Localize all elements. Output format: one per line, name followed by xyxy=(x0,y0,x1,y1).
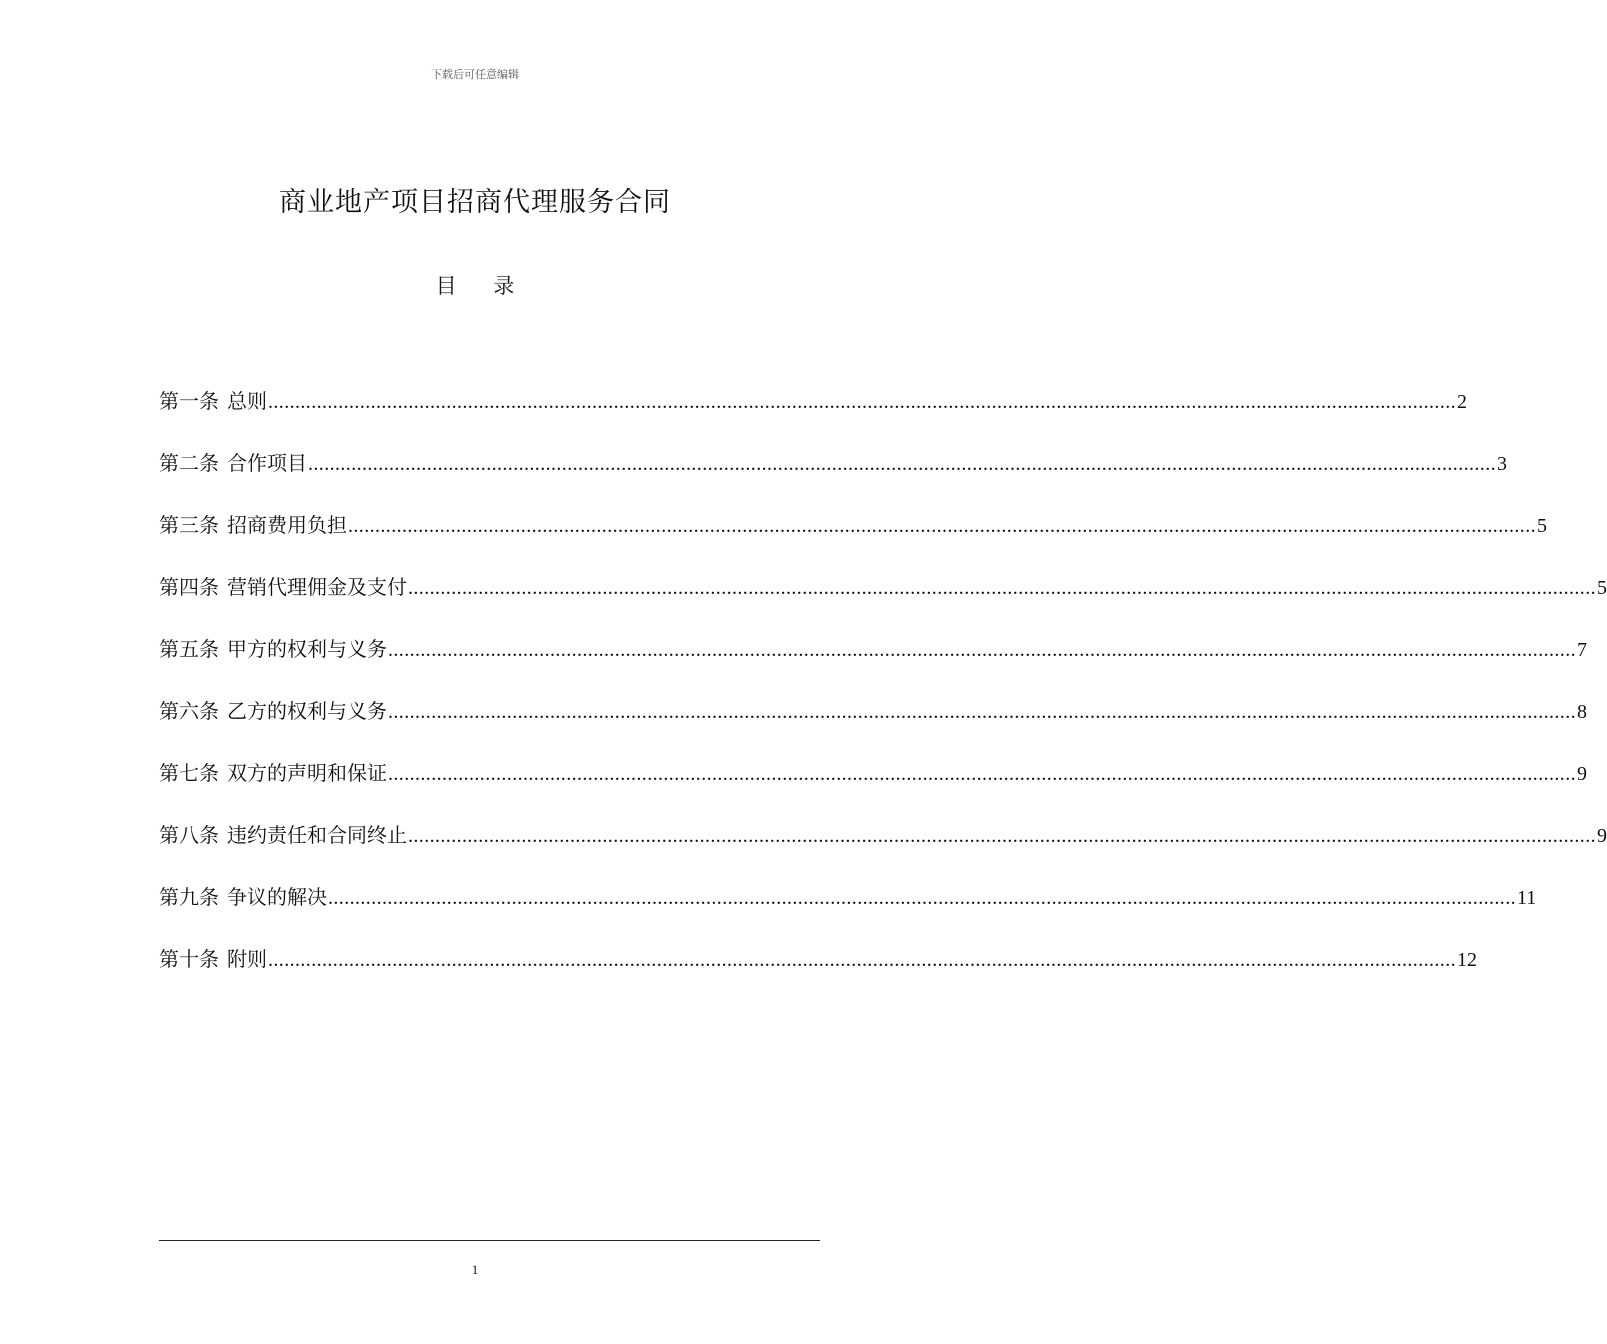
header-note: 下载后可任意编辑 xyxy=(431,68,519,81)
toc-leader-dots: ............................................................................................................................................................................................................................ xyxy=(388,763,1576,785)
toc-entry-title: 附则 xyxy=(227,947,267,971)
toc-leader-dots: ............................................................................................................................................................................................................................ xyxy=(408,825,1596,847)
toc-entry-label xyxy=(159,697,387,725)
toc-entry-page: 8 xyxy=(1577,701,1587,723)
toc-entry-title: 营销代理佣金及支付 xyxy=(227,575,407,599)
toc-entry-label xyxy=(159,387,267,415)
toc-leader-dots: ............................................................................................................................................................................................................................ xyxy=(388,701,1576,723)
toc-entry-title: 争议的解决 xyxy=(227,885,327,909)
toc-entry-title: 乙方的权利与义务 xyxy=(227,699,387,723)
toc-entry-number: 第三条 xyxy=(159,513,219,537)
toc-heading: 目 录 xyxy=(435,274,515,298)
toc-entry-title: 总则 xyxy=(227,389,267,413)
toc-entry-title: 违约责任和合同终止 xyxy=(227,823,407,847)
toc-leader-dots: ............................................................................................................................................................................................................................ xyxy=(408,577,1596,599)
toc-entry-title: 甲方的权利与义务 xyxy=(227,637,387,661)
toc-entry-page: 2 xyxy=(1457,391,1467,413)
toc-entry-label xyxy=(159,449,307,477)
toc-entry-page: 9 xyxy=(1577,763,1587,785)
page-number: 1 xyxy=(471,1262,479,1277)
toc-entry-page: 7 xyxy=(1577,639,1587,661)
toc-leader-dots: ............................................................................................................................................................................................................................ xyxy=(348,515,1536,537)
toc-leader-dots: ............................................................................................................................................................................................................................ xyxy=(328,887,1516,909)
toc-entry-8[interactable] xyxy=(159,821,1607,883)
toc-entry-3[interactable] xyxy=(159,511,1547,573)
toc-entry-1[interactable] xyxy=(159,387,1467,449)
toc-entry-label xyxy=(159,883,327,911)
toc-entry-label xyxy=(159,511,347,539)
toc-leader-dots: ............................................................................................................................................................................................................................ xyxy=(388,639,1576,661)
toc-entry-label xyxy=(159,635,387,663)
toc-entry-number: 第七条 xyxy=(159,761,219,785)
toc-entry-label xyxy=(159,945,267,973)
toc-entry-6[interactable] xyxy=(159,697,1587,759)
toc-entry-page: 5 xyxy=(1537,515,1547,537)
toc-entry-number: 第十条 xyxy=(159,947,219,971)
toc-entry-label xyxy=(159,573,407,601)
toc-entry-4[interactable] xyxy=(159,573,1607,635)
footer-divider xyxy=(159,1240,820,1241)
toc-entry-number: 第五条 xyxy=(159,637,219,661)
toc-entry-page: 3 xyxy=(1497,453,1507,475)
toc-entry-number: 第四条 xyxy=(159,575,219,599)
toc-entry-9[interactable] xyxy=(159,883,1537,945)
toc-entry-label xyxy=(159,759,387,787)
toc-entry-title: 合作项目 xyxy=(227,451,307,475)
toc-entry-number: 第一条 xyxy=(159,389,219,413)
toc-entry-number: 第二条 xyxy=(159,451,219,475)
toc-entry-number: 第八条 xyxy=(159,823,219,847)
toc-entry-page: 11 xyxy=(1517,887,1537,909)
toc-leader-dots: ............................................................................................................................................................................................................................ xyxy=(268,949,1456,971)
document-title: 商业地产项目招商代理服务合同 xyxy=(279,187,671,218)
toc-leader-dots: ............................................................................................................................................................................................................................ xyxy=(308,453,1496,475)
table-of-contents xyxy=(159,387,1607,1007)
toc-entry-10[interactable] xyxy=(159,945,1477,1007)
toc-entry-title: 招商费用负担 xyxy=(227,513,347,537)
toc-entry-7[interactable] xyxy=(159,759,1587,821)
toc-entry-title: 双方的声明和保证 xyxy=(227,761,387,785)
toc-entry-page: 5 xyxy=(1597,577,1607,599)
toc-entry-page: 9 xyxy=(1597,825,1607,847)
toc-entry-page: 12 xyxy=(1457,949,1477,971)
toc-entry-number: 第六条 xyxy=(159,699,219,723)
toc-entry-number: 第九条 xyxy=(159,885,219,909)
toc-entry-2[interactable] xyxy=(159,449,1507,511)
toc-entry-5[interactable] xyxy=(159,635,1587,697)
toc-entry-label xyxy=(159,821,407,849)
toc-leader-dots: ............................................................................................................................................................................................................................ xyxy=(268,391,1456,413)
